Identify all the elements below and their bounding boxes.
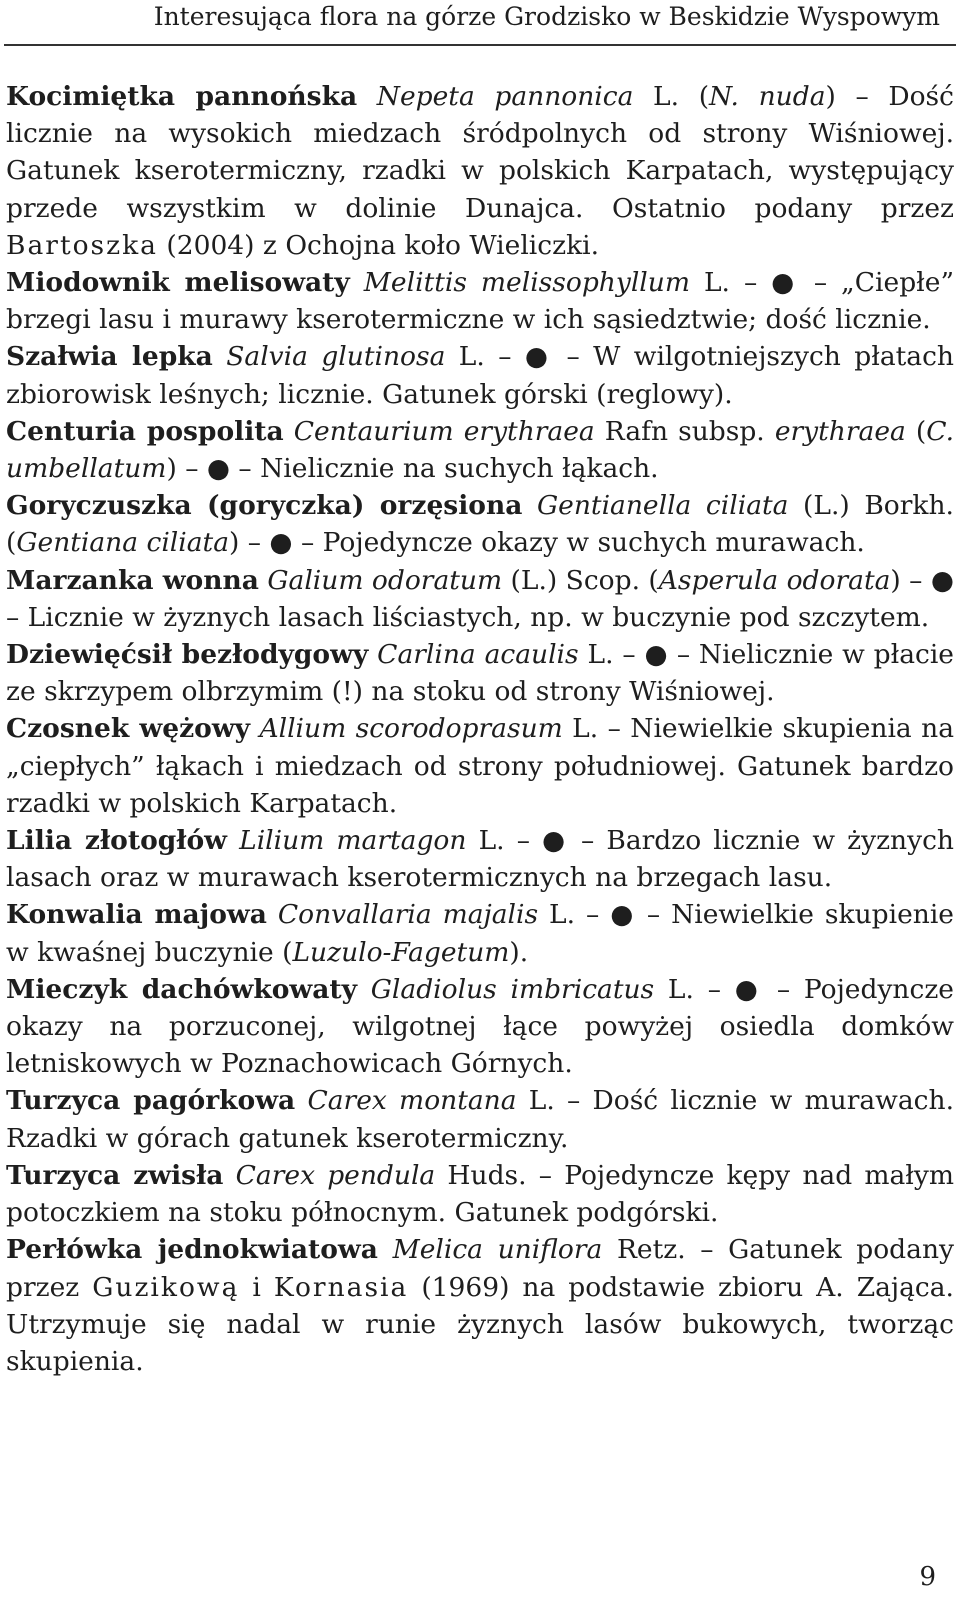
latin-name: Carlina acaulis <box>377 639 579 671</box>
cited-author: Guzikową <box>92 1271 240 1303</box>
species-entry <box>6 896 954 970</box>
entry-text: ). <box>509 936 529 968</box>
latin-name: Convallaria majalis <box>277 899 539 931</box>
entry-text: Retz. – Gatunek podany przez <box>6 1234 954 1303</box>
species-name: Turzyca pagórkowa <box>6 1085 296 1117</box>
species-entry <box>6 1082 954 1156</box>
species-entry <box>6 822 954 896</box>
species-entry <box>6 413 954 487</box>
entry-text: L. – ● – Pojedyncze okazy na porzuconej, wilgotnej łące powyżej osiedla domków letniskowych w Poznachowicach Górnych. <box>6 973 954 1080</box>
species-name: Czosnek wężowy <box>6 713 251 745</box>
species-name: Mieczyk dachówkowaty <box>6 973 358 1005</box>
cited-author: Bartoszka <box>6 229 158 261</box>
species-name: Miodownik melisowaty <box>6 267 350 299</box>
entry-text: ) – ● – Licznie w żyznych lasach liściastych, np. w buczynie pod szczytem. <box>6 564 954 633</box>
entry-text: L. – ● – Niewielkie skupienie w kwaśnej buczynie ( <box>6 899 954 968</box>
species-name: Turzyca zwisła <box>6 1159 224 1191</box>
latin-synonym: C. umbellatum <box>6 415 954 485</box>
latin-name: Salvia glutinosa <box>226 341 446 373</box>
entry-text: Rafn subsp. <box>594 415 775 447</box>
latin-name: Carex pendula <box>235 1159 436 1191</box>
species-entry <box>6 971 954 1083</box>
entry-text: Huds. – Pojedyncze kępy nad małym potoczkiem na stoku północnym. Gatunek podgórski. <box>6 1159 954 1229</box>
entry-text: L. – ● – „Ciepłe” brzegi lasu i murawy kserotermiczne w ich sąsiedztwie; dość licznie. <box>6 267 954 336</box>
latin-name: Centaurium erythraea <box>293 415 595 447</box>
species-name: Kocimiętka pannońska <box>6 81 358 112</box>
species-name: Centuria pospolita <box>6 415 284 447</box>
latin-association: Luzulo-Fagetum <box>292 936 510 968</box>
latin-name: Carex montana <box>307 1085 517 1117</box>
entry-text: (1969) na podstawie zbioru A. Zająca. Utrzymuje się nadal w runie żyznych lasów bukowych, tworząc skupienia. <box>6 1271 954 1377</box>
entry-text: (L.) Borkh. ( <box>6 490 954 559</box>
entry-text: ) – ● – Nielicznie na suchych łąkach. <box>166 453 659 485</box>
entry-text: L. – ● – Bardzo licznie w żyznych lasach oraz w murawach kserotermicznych na brzegach lasu. <box>6 825 954 894</box>
species-entry <box>6 338 954 412</box>
entry-text: L. – ● – Nielicznie w płacie ze skrzypem olbrzymim (!) na stoku od strony Wiśniowej. <box>6 639 954 708</box>
latin-name: Gladiolus imbricatus <box>370 973 655 1005</box>
latin-name: Lilium martagon <box>239 825 467 857</box>
species-entry <box>6 562 954 636</box>
header-rule <box>4 44 956 46</box>
latin-synonym: Gentiana ciliata <box>16 527 229 559</box>
running-header: Interesująca flora na górze Grodzisko w Beskidzie Wyspowym <box>153 2 940 31</box>
species-entry <box>6 264 954 338</box>
cited-author: Kornasia <box>273 1271 409 1303</box>
species-name: Perłówka jednokwiatowa <box>6 1234 378 1266</box>
entry-text: (L.) Scop. ( <box>502 564 659 596</box>
species-entry <box>6 78 954 264</box>
entry-text: ( <box>905 415 927 447</box>
species-name: Dziewięćsił bezłodygowy <box>6 639 369 671</box>
species-name: Lilia złotogłów <box>6 825 227 857</box>
entry-text: L. – ● – W wilgotniejszych płatach zbiorowisk leśnych; licznie. Gatunek górski (reglowy). <box>6 341 954 410</box>
latin-name: Gentianella ciliata <box>537 490 789 522</box>
entry-text: L. ( <box>633 81 710 112</box>
page-number: 9 <box>919 1562 936 1592</box>
species-list <box>6 78 954 1380</box>
species-entry <box>6 636 954 710</box>
latin-synonym: N. nuda <box>709 81 826 112</box>
latin-name: Nepeta pannonica <box>376 81 634 112</box>
latin-subspecies: erythraea <box>774 415 906 447</box>
entry-text: i <box>239 1271 274 1303</box>
latin-synonym: Asperula odorata <box>658 564 891 596</box>
latin-name: Allium scorodoprasum <box>259 713 563 745</box>
species-name: Konwalia majowa <box>6 899 267 931</box>
species-name: Szałwia lepka <box>6 341 213 373</box>
latin-name: Galium odoratum <box>267 564 503 596</box>
entry-text: ) – Dość licznie na wysokich miedzach śródpolnych od strony Wiśniowej. Gatunek kserotermiczny, rzadki w polskich Karpatach, występujący przede wszystkim w dolinie Dunajca. Ostatnio podany przez <box>6 81 954 224</box>
species-entry <box>6 710 954 822</box>
entry-text: L. – Niewielkie skupienia na „ciepłych” łąkach i miedzach od strony południowej. Gatunek bardzo rzadki w polskich Karpatach. <box>6 713 954 819</box>
species-name: Goryczuszka (goryczka) orzęsiona <box>6 490 523 522</box>
entry-text: (2004) z Ochojna koło Wieliczki. <box>157 229 600 261</box>
latin-name: Melica uniflora <box>392 1234 603 1266</box>
latin-name: Melittis melissophyllum <box>363 267 690 299</box>
species-entry <box>6 487 954 561</box>
species-entry <box>6 1157 954 1231</box>
species-name: Marzanka wonna <box>6 564 259 596</box>
entry-text: ) – ● – Pojedyncze okazy w suchych murawach. <box>229 527 865 559</box>
species-entry <box>6 1231 954 1380</box>
entry-text: L. – Dość licznie w murawach. Rzadki w górach gatunek kserotermiczny. <box>6 1085 954 1154</box>
